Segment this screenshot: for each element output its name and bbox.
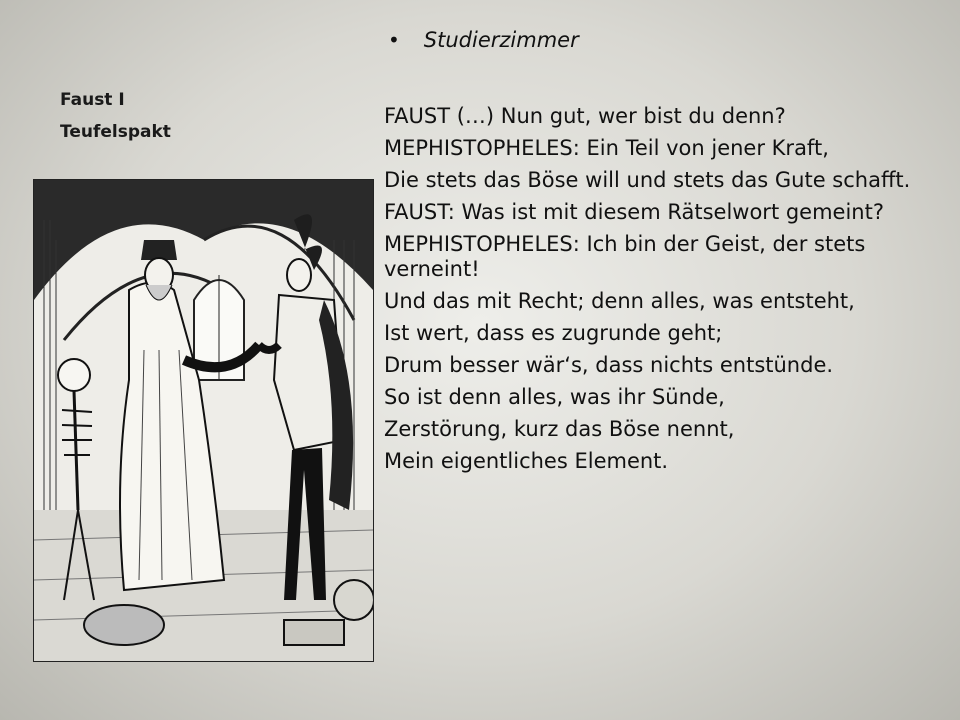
bullet-dot-icon: •	[388, 28, 400, 52]
faust-mephistopheles-illustration	[33, 179, 374, 662]
dialogue-line: MEPHISTOPHELES: Ich bin der Geist, der stets verneint!	[384, 232, 866, 281]
scene-label: Studierzimmer	[423, 28, 579, 52]
title-line-2: Teufelspakt	[60, 122, 171, 142]
scene-bullet	[388, 28, 579, 52]
dialogue-line: So ist denn alles, was ihr Sünde,	[384, 385, 725, 409]
dialogue-line: Zerstörung, kurz das Böse nennt,	[384, 417, 735, 441]
dialogue-line: Die stets das Böse will und stets das Gute schafft.	[384, 168, 911, 192]
dialogue-line: Drum besser wär‘s, dass nichts entstünde.	[384, 353, 834, 377]
dialogue-line: FAUST (…) Nun gut, wer bist du denn?	[384, 104, 786, 128]
dialogue-line: Und das mit Recht; denn alles, was entsteht,	[384, 289, 855, 313]
dialogue-line: FAUST: Was ist mit diesem Rätselwort gemeint?	[384, 200, 885, 224]
dialogue-line: Mein eigentliches Element.	[384, 449, 669, 473]
dialogue-line: MEPHISTOPHELES: Ein Teil von jener Kraft,	[384, 136, 829, 160]
dialogue-line: Ist wert, dass es zugrunde geht;	[384, 321, 723, 345]
dialogue-text	[384, 104, 924, 481]
title-line-1: Faust I	[60, 90, 125, 110]
slide-title	[60, 84, 171, 148]
